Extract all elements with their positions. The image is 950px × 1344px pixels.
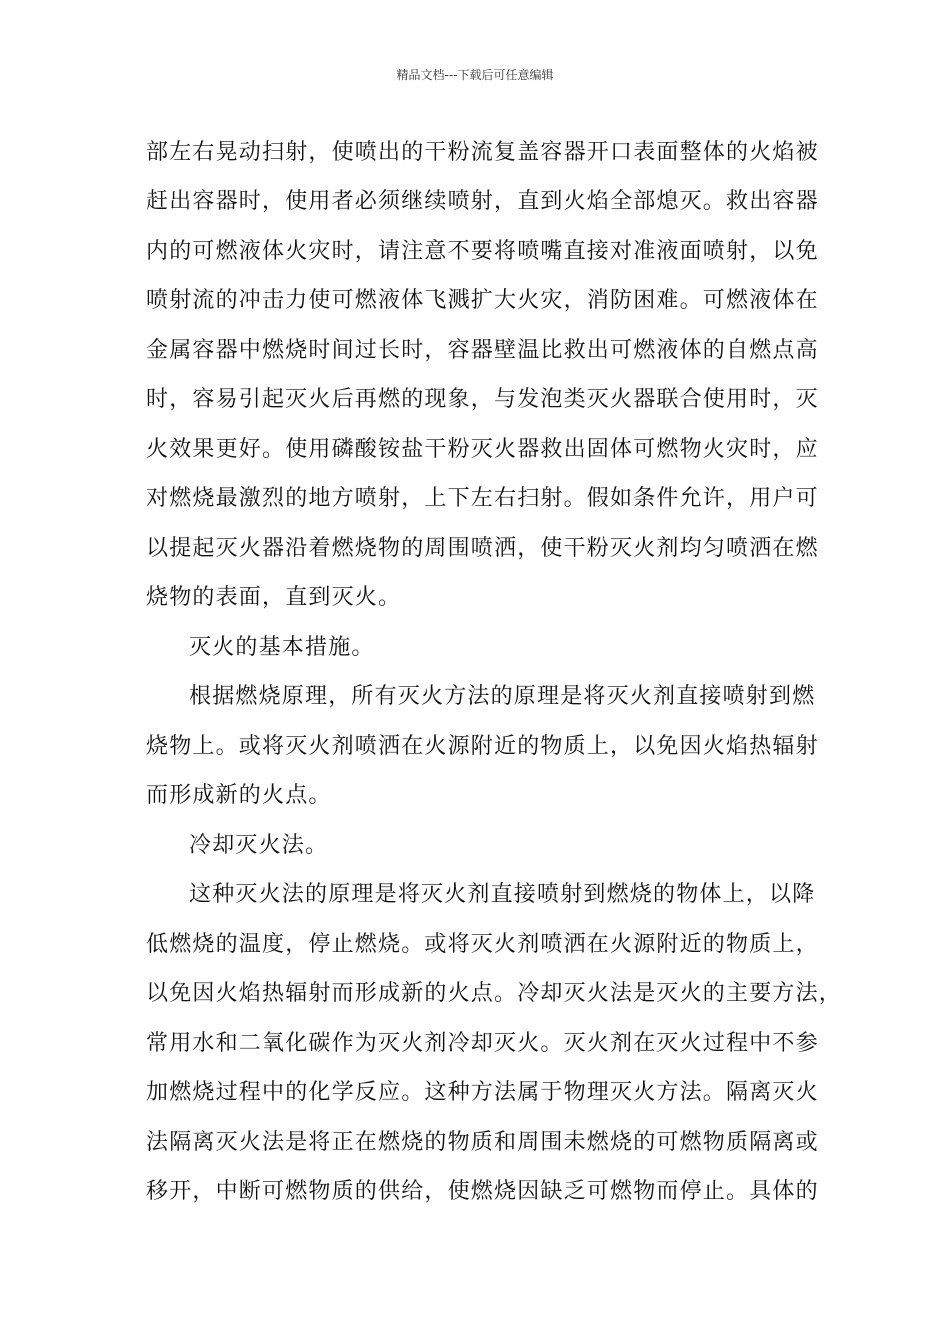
text-line: 低燃烧的温度，停止燃烧。或将灭火剂喷洒在火源附近的物质上， (146, 932, 819, 957)
text-line: 火效果更好。使用磷酸铵盐干粉灭火器救出固体可燃物火灾时，应 (146, 437, 819, 462)
text-line: 部左右晃动扫射，使喷出的干粉流复盖容器开口表面整体的火焰被 (146, 140, 819, 165)
text-line: 赶出容器时，使用者必须继续喷射，直到火焰全部熄灭。救出容器 (146, 189, 819, 214)
page-header: 精品文档---下载后可任意编辑 (396, 68, 554, 82)
section-heading: 冷却灭火法。 (189, 833, 329, 858)
text-line: 喷射流的冲击力使可燃液体飞溅扩大火灾，消防困难。可燃液体在 (146, 288, 819, 313)
text-line: 根据燃烧原理，所有灭火方法的原理是将灭火剂直接喷射到燃 (189, 684, 816, 709)
text-line: 以提起灭火器沿着燃烧物的周围喷洒，使干粉灭火剂均匀喷洒在燃 (146, 536, 819, 561)
text-line: 加燃烧过程中的化学反应。这种方法属于物理灭火方法。隔离灭火 (146, 1080, 819, 1105)
text-line: 时，容易引起灭火后再燃的现象，与发泡类灭火器联合使用时，灭 (146, 387, 819, 412)
text-line: 常用水和二氧化碳作为灭火剂冷却灭火。灭火剂在灭火过程中不参 (146, 1031, 819, 1056)
text-line: 对燃烧最激烈的地方喷射，上下左右扫射。假如条件允许，用户可 (146, 486, 819, 511)
text-line: 而形成新的火点。 (146, 783, 332, 808)
text-line: 内的可燃液体火灾时，请注意不要将喷嘴直接对准液面喷射，以免 (146, 239, 819, 264)
text-line: 烧物上。或将灭火剂喷洒在火源附近的物质上，以免因火焰热辐射 (146, 734, 819, 759)
text-line: 法隔离灭火法是将正在燃烧的物质和周围未燃烧的可燃物质隔离或 (146, 1130, 819, 1155)
text-line: 金属容器中燃烧时间过长时，容器壁温比救出可燃液体的自燃点高 (146, 338, 819, 363)
section-heading: 灭火的基本措施。 (189, 635, 375, 660)
text-line: 移开，中断可燃物质的供给，使燃烧因缺乏可燃物而停止。具体的 (146, 1179, 819, 1204)
text-line: 烧物的表面，直到灭火。 (146, 585, 402, 610)
text-line: 这种灭火法的原理是将灭火剂直接喷射到燃烧的物体上，以降 (189, 882, 816, 907)
text-line: 以免因火焰热辐射而形成新的火点。冷却灭火法是灭火的主要方法， (146, 981, 843, 1006)
